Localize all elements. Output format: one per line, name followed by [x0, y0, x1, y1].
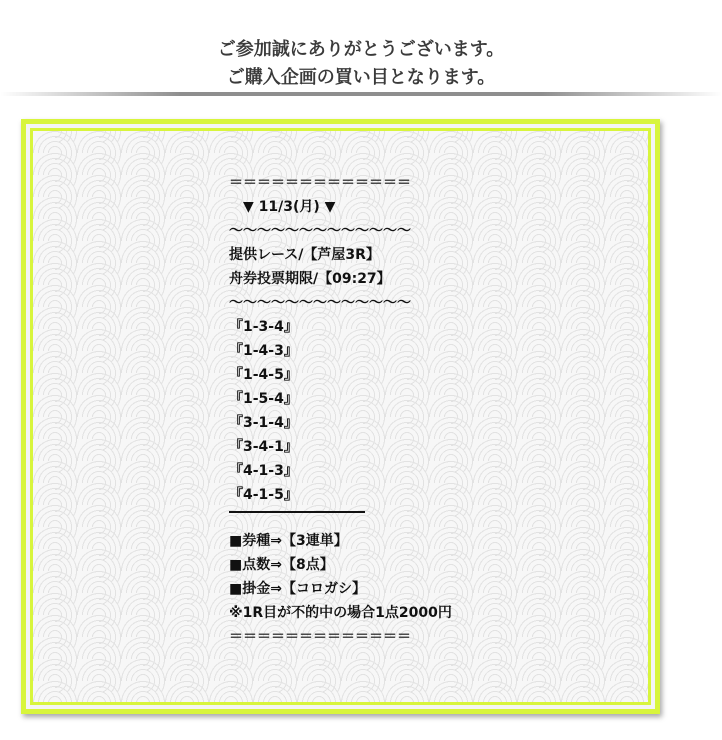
header-line-2: ご購入企画の買い目となります。 — [226, 67, 496, 88]
pick-item: 『1-4-5』 — [229, 367, 298, 383]
race-info: 提供レース/【芦屋3R】 — [229, 247, 380, 263]
wave-divider-1: 〜〜〜〜〜〜〜〜〜〜〜〜〜 — [229, 223, 411, 239]
stake-amount: ■掛金⇒【コロガシ】 — [229, 581, 366, 597]
pick-item: 『4-1-3』 — [229, 463, 298, 479]
vote-deadline: 舟券投票期限/【09:27】 — [229, 271, 391, 287]
stake-note: ※1R目が不的中の場合1点2000円 — [229, 605, 452, 621]
pick-item: 『4-1-5』 — [229, 487, 298, 503]
section-underline — [229, 511, 365, 513]
pick-item: 『1-5-4』 — [229, 391, 298, 407]
wave-pattern-panel — [30, 128, 651, 705]
pick-item: 『3-4-1』 — [229, 439, 298, 455]
points-count: ■点数⇒【8点】 — [229, 557, 334, 573]
picks-content — [229, 171, 529, 649]
header-line-1: ご参加誠にありがとうございます。 — [217, 39, 505, 60]
separator-bottom: ＝＝＝＝＝＝＝＝＝＝＝＝＝ — [229, 629, 411, 645]
picks-frame — [21, 119, 660, 714]
ticket-type: ■券種⇒【3連単】 — [229, 533, 348, 549]
race-date: ▼ 11/3(月) ▼ — [229, 199, 336, 215]
page-header — [0, 36, 722, 92]
pick-item: 『3-1-4』 — [229, 415, 298, 431]
wave-divider-2: 〜〜〜〜〜〜〜〜〜〜〜〜〜 — [229, 295, 411, 311]
separator-top: ＝＝＝＝＝＝＝＝＝＝＝＝＝ — [229, 175, 411, 191]
pick-item: 『1-3-4』 — [229, 319, 298, 335]
header-divider — [0, 92, 722, 96]
pick-item: 『1-4-3』 — [229, 343, 298, 359]
